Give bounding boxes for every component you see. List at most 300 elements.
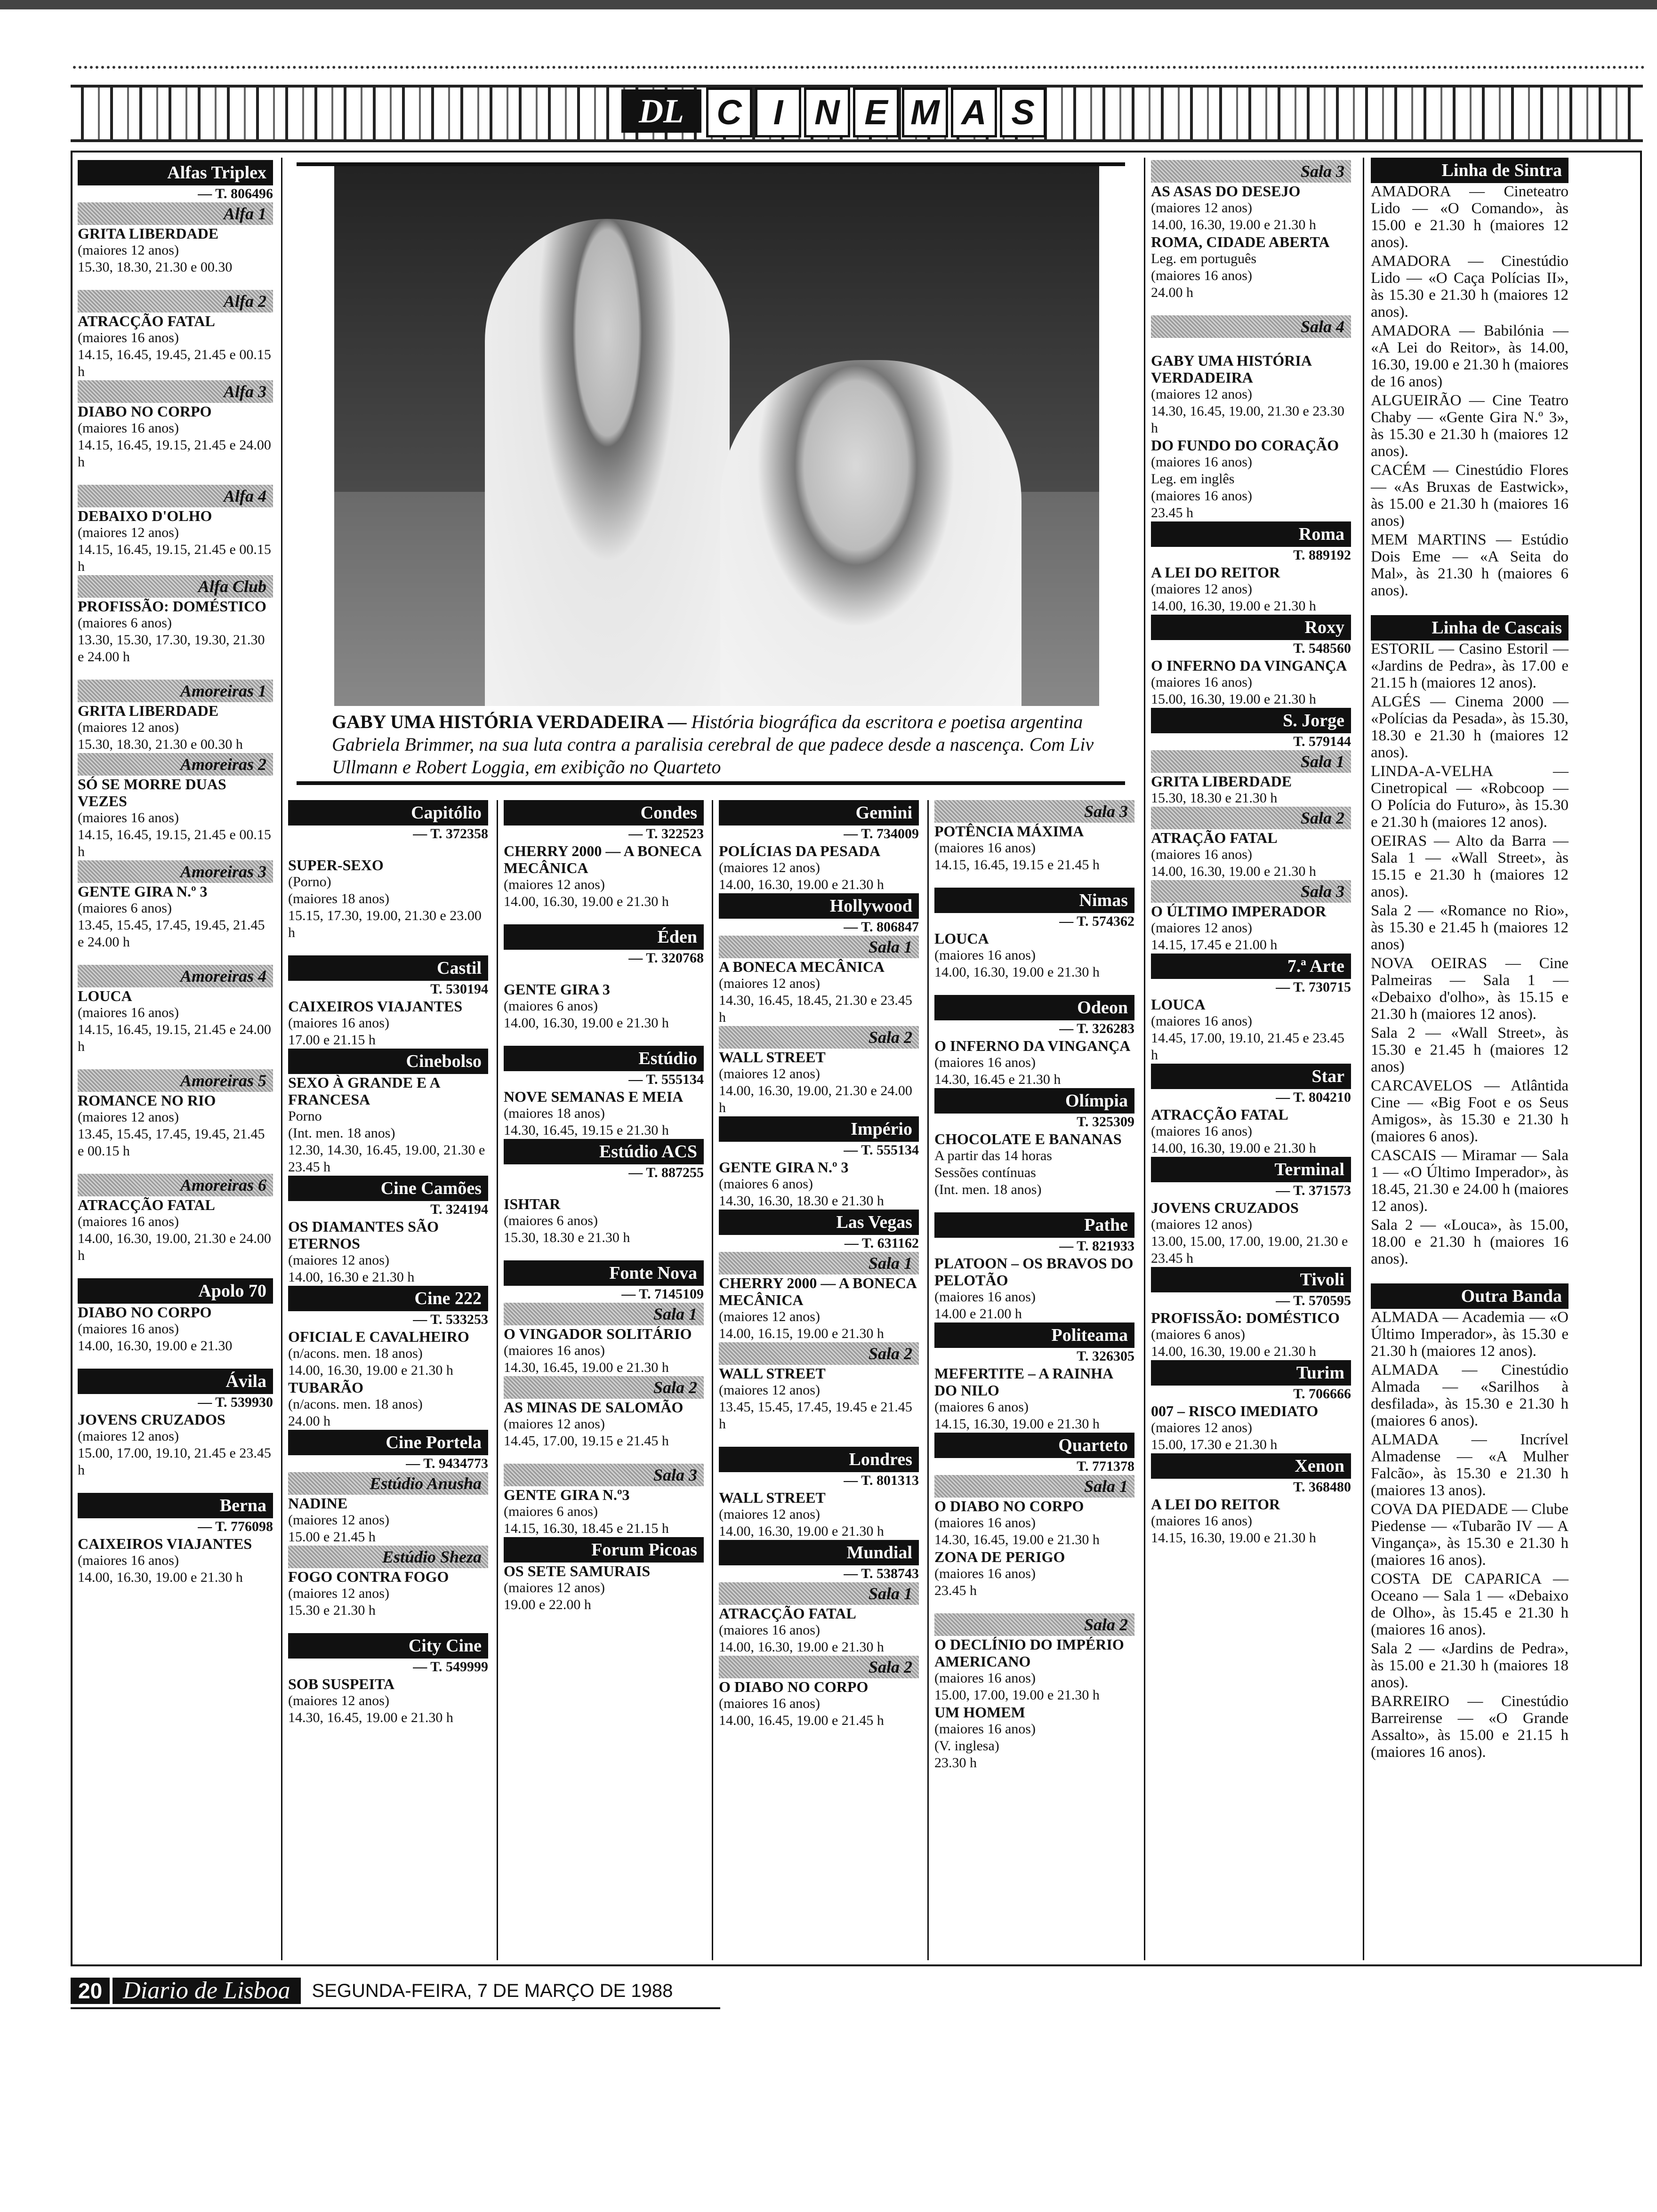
- film-details: 14.00, 16.30, 19.00 e 21.30 h: [1151, 1344, 1316, 1359]
- title-letter: M: [902, 88, 948, 137]
- phone-number: — T. 734009: [844, 826, 919, 842]
- film-title: GRITA LIBERDADE: [78, 702, 219, 719]
- title-letter: C: [706, 88, 752, 137]
- film-details: (maiores 6 anos): [934, 1399, 1029, 1415]
- film-details: (maiores 6 anos): [504, 998, 598, 1014]
- spacer: [1371, 601, 1569, 615]
- room-label-bar: Alfa 4: [78, 485, 273, 507]
- phone-number: — T. 7145109: [621, 1286, 704, 1302]
- top-rule: [0, 0, 1657, 9]
- film-details: (maiores 6 anos): [78, 900, 172, 916]
- cinema-name-bar: Apolo 70: [78, 1278, 273, 1304]
- room-label-bar: Estúdio Sheza: [288, 1546, 488, 1568]
- phone-number: — T. 806847: [844, 919, 919, 935]
- room-label-bar: Sala 1: [719, 936, 919, 958]
- cinema-name-bar: Outra Banda: [1371, 1283, 1569, 1309]
- film-title: JOVENS CRUZADOS: [1151, 1199, 1299, 1216]
- film-details: (maiores 16 anos): [78, 1214, 179, 1229]
- film-details: 14.30, 16.45, 19.00 e 21.30 h: [934, 1532, 1100, 1547]
- listing-paragraph: Sala 2 — «Jardins de Pedra», às 15.00 e 21.30 h (maiores 18 anos).: [1371, 1640, 1569, 1691]
- phone-number: T. 324194: [430, 1202, 488, 1217]
- room-label-bar: Sala 1: [1151, 750, 1351, 773]
- cinema-name-bar: Xenon: [1151, 1453, 1351, 1479]
- film-details: (maiores 12 anos): [78, 1109, 179, 1125]
- room-label-bar: Amoreiras 2: [78, 753, 273, 776]
- film-title: GENTE GIRA N.º 3: [719, 1159, 849, 1176]
- listing-paragraph: BARREIRO — Cinestúdio Barreirense — «O Grande Assalto», às 15.00 e 21.15 h (maiores 16 anos).: [1371, 1693, 1569, 1761]
- film-details: (maiores 12 anos): [288, 1252, 389, 1268]
- film-details: (maiores 12 anos): [78, 242, 179, 258]
- cinema-name-bar: Odeon: [934, 995, 1134, 1020]
- film-details: 24.00 h: [288, 1413, 330, 1429]
- film-details: (maiores 12 anos): [719, 1382, 820, 1398]
- film-details: (maiores 16 anos): [1151, 454, 1252, 470]
- photo-figure-right: [720, 360, 1022, 706]
- listing-paragraph: Sala 2 — «Louca», às 15.00, 18.00 e 21.30 h (maiores 16 anos).: [1371, 1217, 1569, 1267]
- film-details: 14.30, 16.45 e 21.30 h: [934, 1072, 1061, 1087]
- cinema-name-bar: Cine Portela: [288, 1430, 488, 1455]
- film-title: OS DIAMANTES SÃO ETERNOS: [288, 1218, 439, 1252]
- film-details: (maiores 6 anos): [1151, 1327, 1245, 1342]
- film-details: 14.00, 16.30, 19.00, 21.30 e 24.00 h: [719, 1083, 912, 1115]
- cinema-name-bar: Capitólio: [288, 800, 488, 825]
- film-details: Porno: [288, 1108, 322, 1124]
- film-details: (maiores 12 anos): [1151, 920, 1252, 936]
- room-label-bar: Estúdio Anusha: [288, 1472, 488, 1495]
- film-title: PROFISSÃO: DOMÉSTICO: [1151, 1309, 1340, 1326]
- film-title: OFICIAL E CAVALHEIRO: [288, 1328, 469, 1345]
- column-7: [1371, 158, 1569, 1763]
- film-title: SUPER-SEXO: [288, 857, 384, 874]
- film-details: 15.00, 17.00, 19.00 e 21.30 h: [934, 1687, 1100, 1703]
- film-title: JOVENS CRUZADOS: [78, 1411, 225, 1428]
- film-details: 14.15, 16.30, 19.00 e 21.30 h: [1151, 1530, 1316, 1546]
- film-details: (maiores 16 anos): [934, 1670, 1036, 1686]
- film-title: SÓ SE MORRE DUAS VEZES: [78, 776, 226, 809]
- listing-paragraph: ALMADA — Incrível Almadense — «A Mulher Falcão», às 15.30 e 21.30 h (maiores 13 anos).: [1371, 1431, 1569, 1499]
- room-label-bar: Sala 3: [1151, 160, 1351, 183]
- cinema-name-bar: City Cine: [288, 1633, 488, 1659]
- film-details: (maiores 12 anos): [288, 1586, 389, 1601]
- photo-top-rule: [297, 162, 1125, 166]
- spacer: [288, 941, 488, 955]
- cinema-name-bar: Nimas: [934, 888, 1134, 913]
- film-title: GRITA LIBERDADE: [1151, 773, 1292, 790]
- film-details: 14.00, 16.30, 19.00 e 21.30 h: [719, 877, 884, 892]
- room-label-bar: Sala 1: [719, 1252, 919, 1274]
- film-title: WALL STREET: [719, 1489, 826, 1506]
- room-label-bar: Alfa Club: [78, 575, 273, 598]
- spacer: [504, 1032, 704, 1046]
- phone-number: — T. 326283: [1059, 1021, 1134, 1036]
- listing-paragraph: LINDA-A-VELHA — Cinetropical — «Robcoop — O Polícia do Futuro», às 15.30 e 21.30 h (maiores 12 anos).: [1371, 763, 1569, 831]
- cinema-name-bar: Fonte Nova: [504, 1260, 704, 1286]
- film-details: 14.15, 17.45 e 21.00 h: [1151, 937, 1278, 953]
- room-label-bar: Sala 2: [719, 1026, 919, 1049]
- spacer: [504, 1181, 704, 1195]
- film-details: (Int. men. 18 anos): [288, 1125, 395, 1141]
- film-details: 14.00, 16.30, 19.00 e 21.30 h: [934, 964, 1100, 980]
- room-label-bar: Amoreiras 6: [78, 1174, 273, 1196]
- film-details: 14.30, 16.30, 18.30 e 21.30 h: [719, 1193, 884, 1209]
- film-details: 17.00 e 21.15 h: [288, 1032, 376, 1048]
- film-details: (maiores 16 anos): [288, 1015, 389, 1031]
- phone-number: — T. 320768: [628, 950, 704, 966]
- cinema-name-bar: Forum Picoas: [504, 1537, 704, 1563]
- film-title: ISHTAR: [504, 1195, 561, 1212]
- listing-paragraph: Sala 2 — «Wall Street», às 15.30 e 21.45 h (maiores 12 anos): [1371, 1025, 1569, 1075]
- room-label-bar: Alfa 2: [78, 290, 273, 313]
- dotted-rule: [73, 66, 1645, 74]
- film-details: (maiores 18 anos): [288, 891, 389, 906]
- film-details: 15.30, 18.30, 21.30 e 00.30 h: [78, 737, 243, 752]
- column-separator: [497, 800, 498, 1960]
- section-title-cinemas: [706, 88, 1049, 135]
- listing-paragraph: CARCAVELOS — Atlântida Cine — «Big Foot e os Seus Amigos», às 15.30 e 21.30 h (maiores 6 anos).: [1371, 1077, 1569, 1145]
- listing-paragraph: CACÉM — Cinestúdio Flores — «As Bruxas de Eastwick», às 15.00 e 21.30 h (maiores 16 anos): [1371, 462, 1569, 529]
- cinema-name-bar: Estúdio ACS: [504, 1139, 704, 1164]
- film-details: 14.00, 16.30, 19.00 e 21.30 h: [1151, 864, 1316, 879]
- photo-caption: [332, 711, 1104, 778]
- cinema-name-bar: Estúdio: [504, 1046, 704, 1071]
- spacer: [1371, 1269, 1569, 1283]
- room-label-bar: Alfa 1: [78, 202, 273, 225]
- film-details: (maiores 16 anos): [1151, 268, 1252, 283]
- phone-number: T. 325309: [1077, 1114, 1134, 1130]
- film-details: (maiores 12 anos): [504, 1580, 605, 1595]
- listing-paragraph: AMADORA — Cineteatro Lido — «O Comando», às 15.00 e 21.30 h (maiores 12 anos).: [1371, 183, 1569, 251]
- room-label-bar: Amoreiras 1: [78, 680, 273, 702]
- film-details: 15.00, 17.00, 19.10, 21.45 e 23.45 h: [78, 1445, 271, 1478]
- film-details: (maiores 12 anos): [719, 860, 820, 875]
- film-title: DIABO NO CORPO: [78, 1304, 212, 1321]
- film-details: 13.45, 15.45, 17.45, 19.45 e 21.45 h: [719, 1399, 912, 1432]
- film-title: TUBARÃO: [288, 1379, 364, 1396]
- film-details: (maiores 12 anos): [288, 1693, 389, 1708]
- film-details: 14.30, 16.45, 19.15 e 21.30 h: [504, 1122, 669, 1138]
- phone-number: — T. 371573: [1276, 1183, 1351, 1198]
- spacer: [288, 842, 488, 857]
- film-details: 14.00, 16.30, 19.00 e 21.30: [78, 1338, 233, 1354]
- cinema-name-bar: Tivoli: [1151, 1267, 1351, 1292]
- film-details: (maiores 12 anos): [1151, 1420, 1252, 1435]
- film-details: (maiores 12 anos): [1151, 1217, 1252, 1232]
- film-title: GABY UMA HISTÓRIA VERDADEIRA: [1151, 352, 1311, 386]
- caption-text: História biográfica da escritora e poetisa argentina Gabriela Brimmer, na sua luta contra a paralisia cerebral de que padece desde a nascença. Com Liv Ullmann e Robert Loggia, em exibição no Quarteto: [332, 711, 1094, 777]
- film-title: DEBAIXO D'OLHO: [78, 507, 212, 524]
- phone-number: — T. 549999: [413, 1659, 488, 1675]
- film-details: (maiores 16 anos): [934, 840, 1036, 856]
- newspaper-name: Diario de Lisboa: [113, 1978, 300, 2004]
- spacer: [504, 967, 704, 981]
- column-2: [288, 800, 488, 1726]
- title-letter: N: [804, 88, 850, 137]
- phone-number: T. 579144: [1293, 734, 1351, 749]
- phone-number: T. 548560: [1293, 641, 1351, 656]
- film-details: 14.30, 16.45, 18.45, 21.30 e 23.45 h: [719, 993, 912, 1025]
- phone-number: — T. 887255: [628, 1165, 704, 1180]
- film-details: (maiores 12 anos): [1151, 200, 1252, 216]
- room-label-bar: Amoreiras 4: [78, 965, 273, 987]
- film-details: (maiores 16 anos): [78, 420, 179, 436]
- film-title: CHERRY 2000 — A BONECA MECÂNICA: [719, 1274, 917, 1308]
- phone-number: — T. 631162: [844, 1235, 919, 1251]
- film-details: 14.15, 16.45, 19.15, 21.45 e 24.00 h: [78, 1022, 271, 1054]
- film-title: ATRAÇÃO FATAL: [1151, 829, 1278, 846]
- film-title: A LEI DO REITOR: [1151, 564, 1280, 581]
- film-title: SEXO À GRANDE E A FRANCESA: [288, 1074, 440, 1108]
- phone-number: — T. 9434773: [406, 1456, 488, 1471]
- film-title: NADINE: [288, 1495, 348, 1512]
- cinema-name-bar: Roxy: [1151, 615, 1351, 640]
- spacer: [78, 1055, 273, 1069]
- photo-bottom-rule: [297, 781, 1125, 785]
- column-separator: [1144, 158, 1145, 1960]
- title-letter: I: [755, 88, 801, 137]
- room-label-bar: Sala 2: [719, 1656, 919, 1678]
- film-details: 15.30, 18.30 e 21.30 h: [1151, 790, 1278, 806]
- film-details: (maiores 16 anos): [934, 1055, 1036, 1070]
- film-title: O INFERNO DA VINGANÇA: [934, 1037, 1131, 1054]
- room-label-bar: Sala 3: [504, 1464, 704, 1486]
- film-details: (V. inglesa): [934, 1738, 999, 1754]
- room-label-bar: Sala 3: [934, 800, 1134, 823]
- cinema-name-bar: Roma: [1151, 521, 1351, 547]
- film-details: (maiores 16 anos): [934, 947, 1036, 963]
- film-details: 14.15, 16.45, 19.15, 21.45 e 24.00 h: [78, 437, 271, 470]
- listing-paragraph: COVA DA PIEDADE — Clube Piedense — «Tubarão IV — A Vingança», às 15.30 e 21.30 h (maiores 16 anos).: [1371, 1501, 1569, 1569]
- film-details: (maiores 16 anos): [78, 330, 179, 345]
- cinema-name-bar: Berna: [78, 1493, 273, 1518]
- film-details: (maiores 16 anos): [78, 810, 179, 825]
- phone-number: — T. 533253: [413, 1312, 488, 1327]
- film-title: CAIXEIROS VIAJANTES: [78, 1535, 252, 1552]
- photo-gaby: [334, 162, 1099, 706]
- phone-number: — T. 538743: [844, 1566, 919, 1581]
- film-details: (maiores 12 anos): [288, 1512, 389, 1528]
- film-details: (maiores 12 anos): [1151, 581, 1252, 597]
- film-details: (maiores 16 anos): [1151, 1123, 1252, 1139]
- film-title: O DIABO NO CORPO: [719, 1678, 869, 1695]
- film-details: 24.00 h: [1151, 285, 1193, 300]
- film-title: PROFISSÃO: DOMÉSTICO: [78, 598, 266, 615]
- cinema-name-bar: Pathe: [934, 1212, 1134, 1238]
- film-details: (maiores 16 anos): [1151, 674, 1252, 690]
- film-title: MEFERTITE – A RAINHA DO NILO: [934, 1365, 1113, 1399]
- film-title: FOGO CONTRA FOGO: [288, 1568, 449, 1585]
- film-details: 14.00, 16.30, 19.00 e 21.30 h: [504, 894, 669, 909]
- film-details: (maiores 12 anos): [504, 1416, 605, 1432]
- room-label-bar: Sala 1: [504, 1303, 704, 1325]
- film-details: (maiores 12 anos): [1151, 386, 1252, 402]
- film-title: POTÊNCIA MÁXIMA: [934, 823, 1084, 840]
- spacer: [78, 1354, 273, 1369]
- title-letter: A: [951, 88, 997, 137]
- listing-paragraph: AMADORA — Babilónia — «A Lei do Reitor», às 14.00, 16.30, 19.00 e 21.30 h (maiores de 16 anos): [1371, 322, 1569, 390]
- listing-paragraph: ALMADA — Academia — «O Último Imperador», às 15.30 e 21.30 h (maiores 12 anos).: [1371, 1309, 1569, 1360]
- film-details: Sessões contínuas: [934, 1165, 1036, 1180]
- film-details: (maiores 16 anos): [504, 1343, 605, 1358]
- photo-figure-left: [485, 219, 730, 706]
- film-details: 15.30, 18.30, 21.30 e 00.30: [78, 259, 233, 275]
- film-details: (maiores 16 anos): [1151, 1513, 1252, 1529]
- phone-number: T. 326305: [1077, 1348, 1134, 1364]
- film-details: 15.30, 18.30 e 21.30 h: [504, 1230, 630, 1245]
- page-number: 20: [71, 1978, 110, 2004]
- room-label-bar: Amoreiras 3: [78, 860, 273, 883]
- listing-paragraph: AMADORA — Cinestúdio Lido — «O Caça Polícias II», às 15.30 e 21.30 h (maiores 12 anos).: [1371, 253, 1569, 321]
- film-title: O VINGADOR SOLITÁRIO: [504, 1325, 692, 1342]
- film-details: (maiores 16 anos): [1151, 488, 1252, 504]
- phone-number: T. 771378: [1077, 1459, 1134, 1474]
- cinema-name-bar: Linha de Cascais: [1371, 615, 1569, 641]
- film-details: 14.15, 16.45, 19.15, 21.45 e 00.15 h: [78, 827, 271, 859]
- phone-number: T. 368480: [1293, 1479, 1351, 1495]
- spacer: [78, 1264, 273, 1278]
- room-label-bar: Sala 4: [1151, 315, 1351, 338]
- film-details: (maiores 6 anos): [504, 1213, 598, 1228]
- phone-number: — T. 372358: [413, 826, 488, 842]
- cinema-name-bar: Politeama: [934, 1322, 1134, 1348]
- film-details: (maiores 18 anos): [504, 1106, 605, 1121]
- listing-paragraph: ALMADA — Cinestúdio Almada — «Sarilhos à desfilada», às 15.30 e 21.30 h (maiores 6 anos).: [1371, 1362, 1569, 1429]
- cinema-name-bar: Hollywood: [719, 893, 919, 919]
- spacer: [719, 1433, 919, 1447]
- film-title: ATRACÇÃO FATAL: [78, 1196, 215, 1213]
- film-details: (maiores 16 anos): [934, 1515, 1036, 1531]
- room-label-bar: Sala 2: [719, 1342, 919, 1365]
- film-title: O INFERNO DA VINGANÇA: [1151, 657, 1347, 674]
- film-details: 14.00, 16.30, 19.00 e 21.30 h: [504, 1015, 669, 1031]
- film-details: 14.00, 16.30, 19.00 e 21.30 h: [1151, 217, 1316, 232]
- film-details: Leg. em português: [1151, 251, 1257, 266]
- cinema-name-bar: Las Vegas: [719, 1210, 919, 1235]
- cinema-name-bar: Alfas Triplex: [78, 160, 273, 185]
- film-details: (n/acons. men. 18 anos): [288, 1346, 423, 1361]
- cinema-name-bar: Londres: [719, 1447, 919, 1472]
- film-title: DO FUNDO DO CORAÇÃO: [1151, 437, 1339, 454]
- column-5: [934, 800, 1134, 1771]
- spacer: [78, 1160, 273, 1174]
- footer-rule: [71, 2007, 720, 2009]
- film-details: 15.00, 17.30 e 21.30 h: [1151, 1437, 1278, 1452]
- spacer: [288, 1619, 488, 1633]
- film-title: UM HOMEM: [934, 1704, 1025, 1721]
- spacer: [1151, 301, 1351, 315]
- spacer: [504, 1450, 704, 1464]
- film-title: PLATOON – OS BRAVOS DO PELOTÃO: [934, 1255, 1134, 1289]
- phone-number: T. 530194: [430, 981, 488, 997]
- film-title: GENTE GIRA N.º 3: [78, 883, 208, 900]
- film-details: 14.15, 16.45, 19.15 e 21.45 h: [934, 857, 1100, 873]
- room-label-bar: Sala 1: [719, 1582, 919, 1605]
- film-details: 14.45, 17.00, 19.15 e 21.45 h: [504, 1433, 669, 1449]
- film-details: (maiores 6 anos): [78, 615, 172, 631]
- film-details: 14.00, 16.30, 19.00 e 21.30 h: [1151, 598, 1316, 614]
- film-details: (maiores 6 anos): [719, 1176, 813, 1192]
- film-title: ATRACÇÃO FATAL: [78, 313, 215, 329]
- spacer: [78, 665, 273, 680]
- film-details: (Int. men. 18 anos): [934, 1182, 1042, 1197]
- cinema-name-bar: Cine Camões: [288, 1176, 488, 1201]
- film-details: 14.30, 16.45, 19.00, 21.30 e 23.30 h: [1151, 403, 1344, 436]
- film-title: 007 – RISCO IMEDIATO: [1151, 1403, 1319, 1419]
- room-label-bar: Sala 2: [504, 1376, 704, 1399]
- column-3: [504, 800, 704, 1613]
- dl-logo: DL: [621, 89, 701, 133]
- film-title: O ÚLTIMO IMPERADOR: [1151, 903, 1327, 920]
- cinema-name-bar: Gemini: [719, 800, 919, 825]
- film-details: (maiores 12 anos): [78, 1428, 179, 1444]
- phone-number: — T. 574362: [1059, 914, 1134, 929]
- film-title: CHERRY 2000 — A BONECA MECÂNICA: [504, 842, 701, 876]
- room-label-bar: Alfa 3: [78, 380, 273, 403]
- film-details: (maiores 16 anos): [78, 1553, 179, 1568]
- film-title: O DIABO NO CORPO: [934, 1498, 1084, 1515]
- room-label-bar: Sala 2: [1151, 807, 1351, 829]
- film-details: Leg. em inglês: [1151, 471, 1235, 487]
- film-details: 14.00, 16.30, 19.00, 21.30 e 24.00 h: [78, 1231, 271, 1263]
- film-title: GENTE GIRA 3: [504, 981, 610, 998]
- phone-number: — T. 804210: [1276, 1090, 1351, 1105]
- column-separator: [1363, 158, 1364, 1960]
- film-details: (maiores 16 anos): [719, 1696, 820, 1711]
- film-details: 23.30 h: [934, 1755, 977, 1771]
- spacer: [934, 874, 1134, 888]
- film-details: 14.30, 16.45, 19.00 e 21.30 h: [504, 1360, 669, 1375]
- phone-number: — T. 570595: [1276, 1293, 1351, 1308]
- spacer: [504, 910, 704, 924]
- phone-number: — T. 322523: [628, 826, 704, 842]
- film-title: CAIXEIROS VIAJANTES: [288, 998, 463, 1015]
- cinema-name-bar: Ávila: [78, 1369, 273, 1394]
- film-details: (maiores 16 anos): [1151, 1013, 1252, 1029]
- film-details: 14.45, 17.00, 19.10, 21.45 e 23.45 h: [1151, 1030, 1344, 1063]
- film-title: GRITA LIBERDADE: [78, 225, 219, 242]
- issue-date: SEGUNDA-FEIRA, 7 DE MARÇO DE 1988: [312, 1980, 673, 2001]
- phone-number: — T. 806496: [198, 186, 273, 201]
- room-label-bar: Amoreiras 5: [78, 1069, 273, 1092]
- film-details: (maiores 16 anos): [1151, 847, 1252, 862]
- phone-number: — T. 539930: [198, 1395, 273, 1410]
- listing-paragraph: NOVA OEIRAS — Cine Palmeiras — Sala 1 — «Debaixo d'olho», às 15.15 e 21.30 h (maiores 12 anos).: [1371, 955, 1569, 1023]
- film-title: O DECLÍNIO DO IMPÉRIO AMERICANO: [934, 1636, 1124, 1670]
- film-details: 15.30 e 21.30 h: [288, 1603, 376, 1618]
- film-details: 14.15, 16.45, 19.45, 21.45 e 00.15 h: [78, 347, 271, 379]
- film-details: 14.00, 16.30 e 21.30 h: [288, 1269, 415, 1285]
- film-details: 23.45 h: [1151, 505, 1193, 521]
- film-details: (maiores 12 anos): [78, 525, 179, 540]
- phone-number: — T. 776098: [198, 1519, 273, 1534]
- film-details: 14.00, 16.30, 19.00 e 21.30 h: [719, 1639, 884, 1655]
- film-title: ROMA, CIDADE ABERTA: [1151, 233, 1330, 250]
- listing-paragraph: MEM MARTINS — Estúdio Dois Eme — «A Seita do Mal», às 21.30 h (maiores 6 anos).: [1371, 531, 1569, 599]
- film-details: 15.00 e 21.45 h: [288, 1529, 376, 1545]
- film-title: ROMANCE NO RIO: [78, 1092, 216, 1109]
- listing-paragraph: ALGUEIRÃO — Cine Teatro Chaby — «Gente Gira N.º 3», às 15.30 e 21.30 h (maiores 12 anos).: [1371, 392, 1569, 460]
- film-details: (maiores 12 anos): [719, 1309, 820, 1324]
- phone-number: — T. 821933: [1059, 1238, 1134, 1254]
- cinema-name-bar: Cinebolso: [288, 1049, 488, 1074]
- film-details: 13.45, 15.45, 17.45, 19.45, 21.45 e 24.00 h: [78, 917, 265, 950]
- film-details: 13.00, 15.00, 17.00, 19.00, 21.30 e 23.45 h: [1151, 1234, 1348, 1266]
- film-details: (maiores 6 anos): [504, 1504, 598, 1519]
- film-details: 23.45 h: [934, 1583, 977, 1598]
- listing-paragraph: OEIRAS — Alto da Barra — Sala 1 — «Wall Street», às 15.15 e 21.30 h (maiores 12 anos).: [1371, 833, 1569, 900]
- room-label-bar: Sala 3: [1151, 880, 1351, 903]
- film-details: 15.15, 17.30, 19.00, 21.30 e 23.00 h: [288, 908, 482, 940]
- phone-number: — T. 801313: [844, 1473, 919, 1488]
